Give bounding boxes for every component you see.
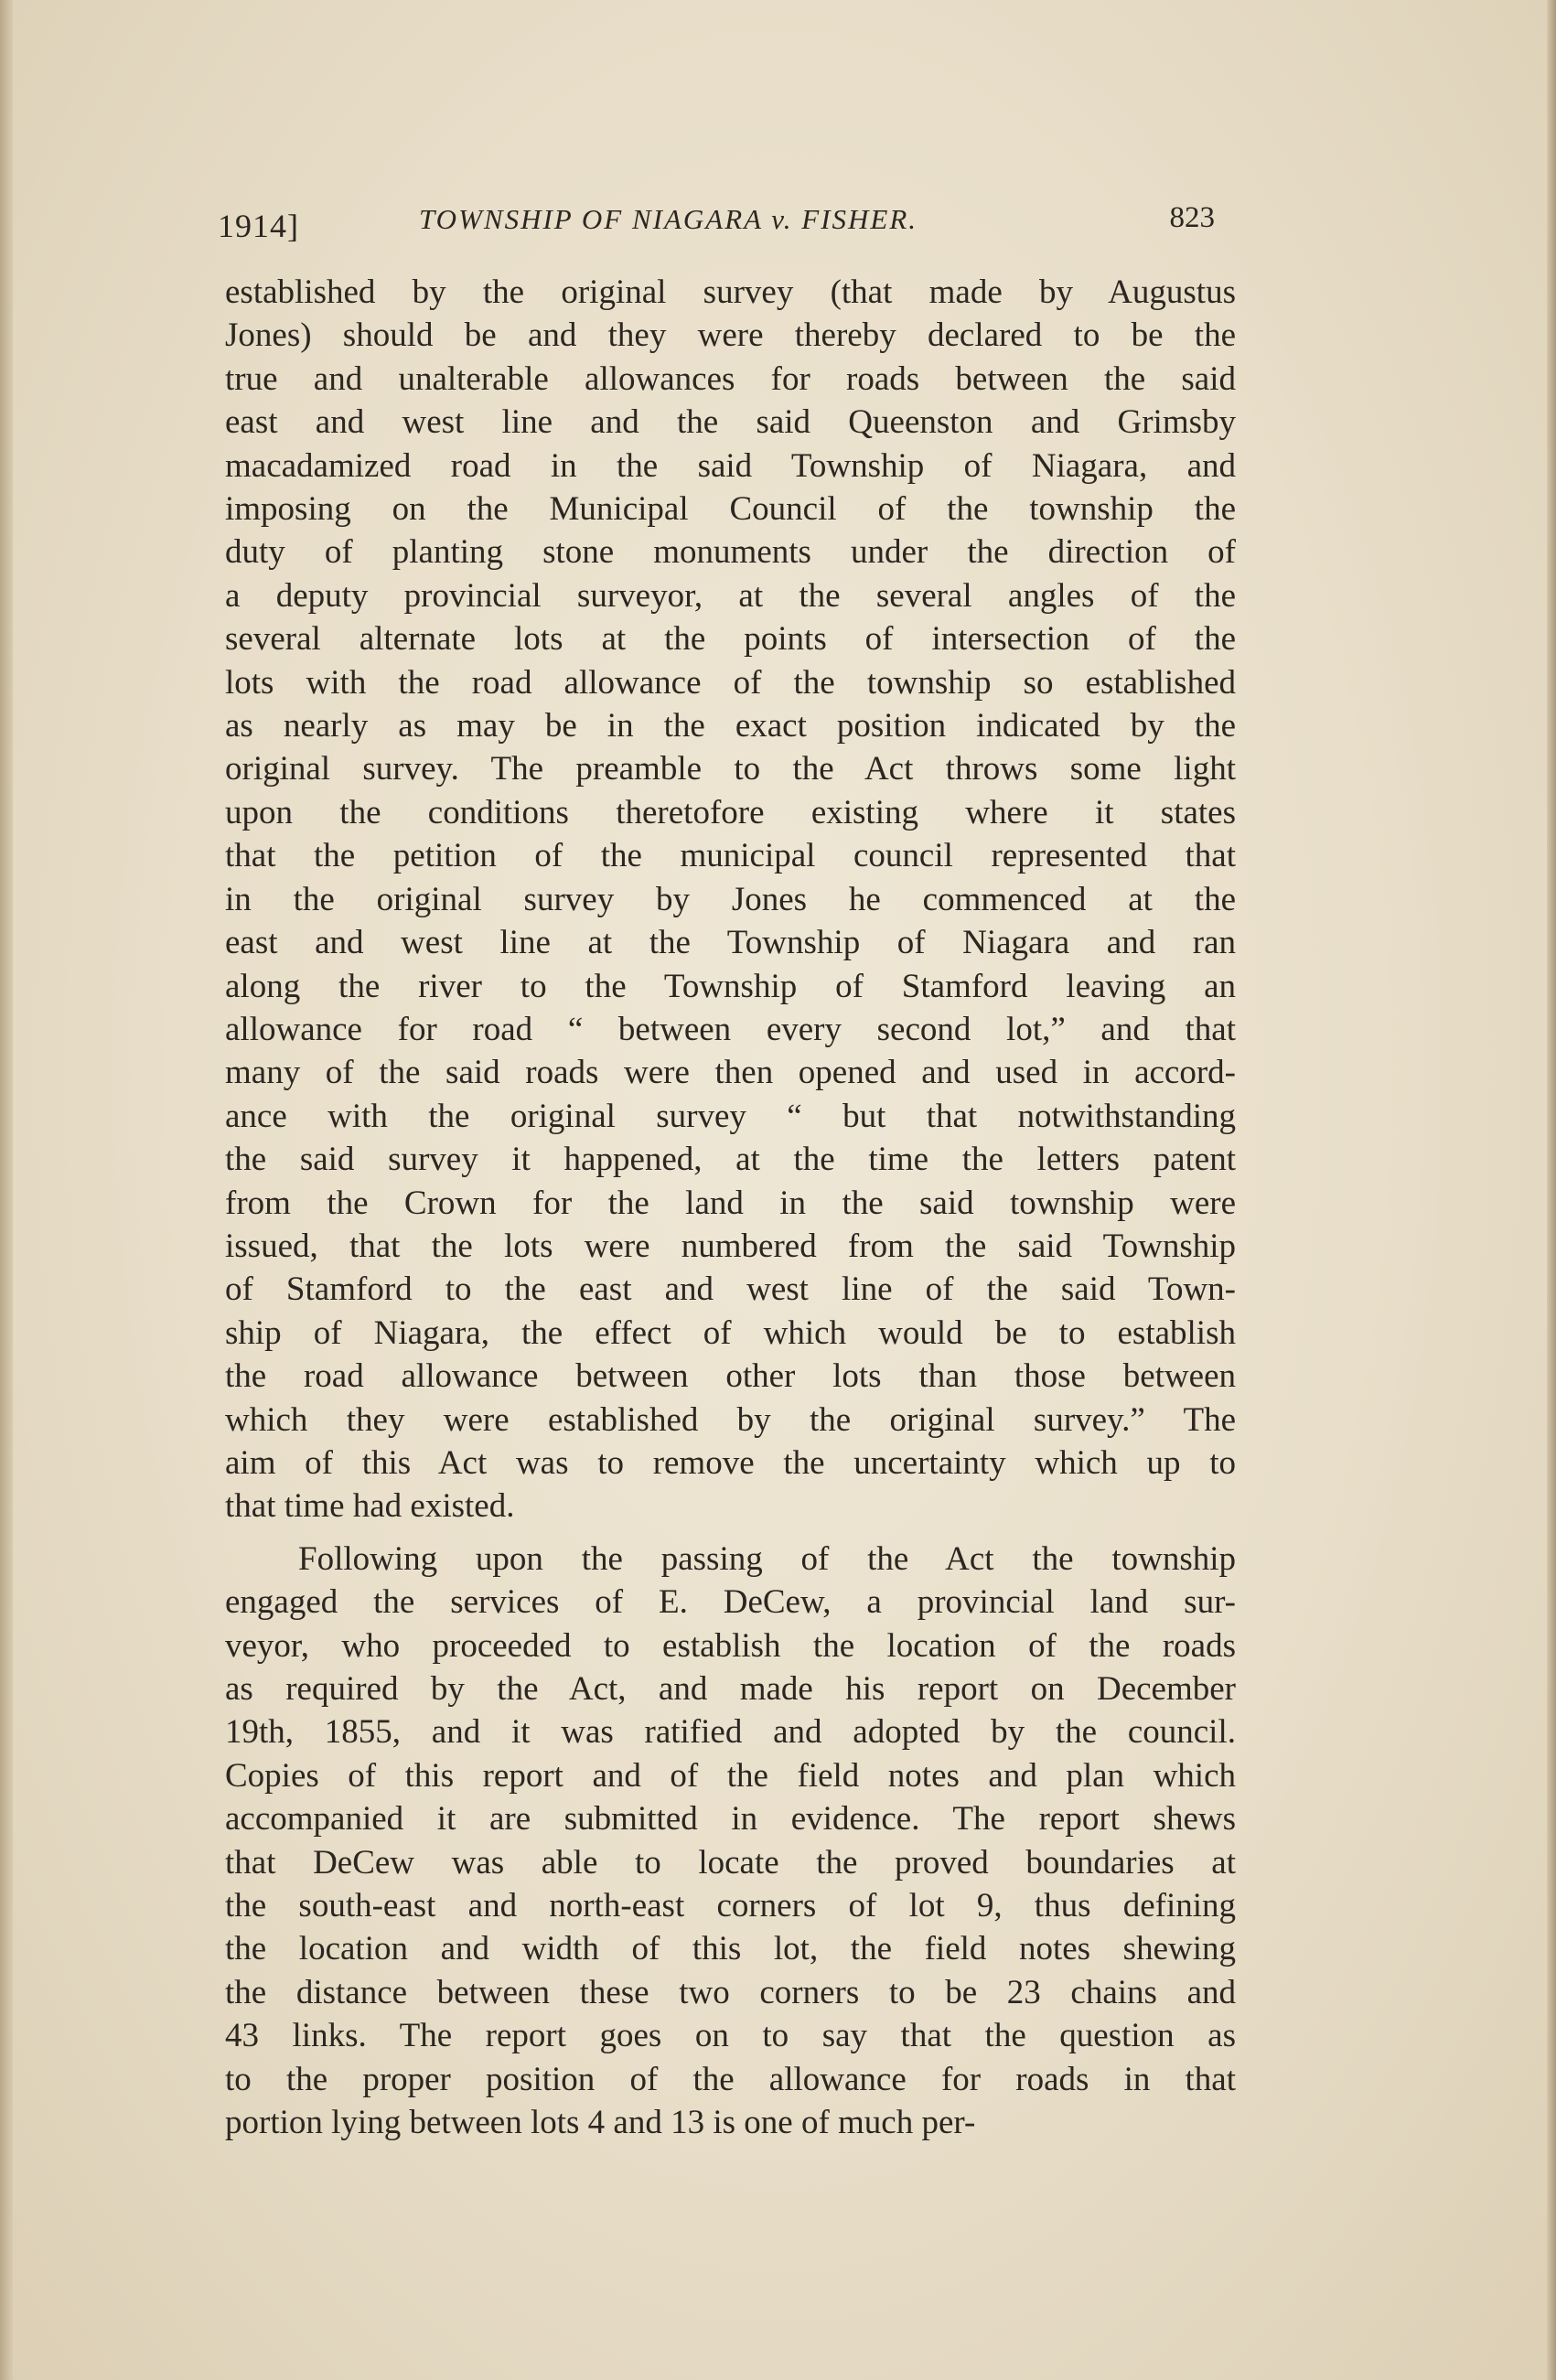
text-line: in the original survey by Jones he commenced at the [225,880,1236,918]
header-case-title: TOWNSHIP OF NIAGARA v. FISHER. [419,203,918,235]
text-line: the road allowance between other lots than those between [225,1357,1236,1396]
text-line: from the Crown for the land in the said township were [225,1184,1236,1222]
text-line: many of the said roads were then opened and used in accord- [225,1054,1236,1092]
text-line: macadamized road in the said Township of Niagara, and [225,446,1236,485]
page-body [225,271,1236,2144]
text-line: portion lying between lots 4 and 13 is one of much per- [225,2104,976,2142]
text-line: the location and width of this lot, the field notes shewing [225,1930,1236,1968]
text-line: issued, that the lots were numbered from the said Township [225,1227,1236,1265]
paragraph-1 [225,271,1236,1528]
running-header [218,199,1215,254]
text-line: the distance between these two corners to be 23 chains and [225,1973,1236,2011]
text-line: that DeCew was able to locate the proved boundaries at [225,1843,1236,1881]
header-year: 1914] [218,208,299,244]
page-edge-left [0,0,13,2380]
text-line: Jones) should be and they were thereby declared to be the [225,316,1236,355]
text-line: aim of this Act was to remove the uncertainty which up to [225,1443,1236,1482]
page-edge-right [1547,0,1556,2380]
text-line: the south-east and north-east corners of lot 9, thus defining [225,1887,1236,1925]
text-line: which they were established by the original survey.” The [225,1400,1236,1439]
text-line: to the proper position of the allowance for roads in that [225,2060,1236,2098]
text-line: the said survey it happened, at the time the letters patent [225,1141,1236,1179]
page-number: 823 [1169,201,1215,234]
text-line: duty of planting stone monuments under the direction of [225,533,1236,572]
text-line: Copies of this report and of the field notes and plan which [225,1756,1236,1795]
text-line: Following upon the passing of the Act the township [298,1539,1236,1578]
text-line: lots with the road allowance of the township so established [225,663,1236,702]
text-line: upon the conditions theretofore existing where it states [225,793,1236,831]
text-line: true and unalterable allowances for roads between the said [225,359,1236,398]
text-line: original survey. The preamble to the Act throws some light [225,750,1236,788]
text-line: accompanied it are submitted in evidence. The report shews [225,1800,1236,1839]
text-line: that the petition of the municipal council represented that [225,837,1236,875]
text-line: 43 links. The report goes on to say that the question as [225,2017,1236,2055]
text-line: along the river to the Township of Stamford leaving an [225,967,1236,1005]
text-line: established by the original survey (that made by Augustus [225,273,1236,311]
text-line: that time had existed. [225,1487,515,1526]
text-line: ship of Niagara, the effect of which would be to establish [225,1313,1236,1352]
paragraph-2 [225,1538,1236,2145]
text-line: imposing on the Municipal Council of the township the [225,490,1236,529]
text-line: east and west line and the said Queenston and Grimsby [225,403,1236,442]
text-line: allowance for road “ between every second lot,” and that [225,1010,1236,1048]
text-line: ance with the original survey “ but that notwithstanding [225,1097,1236,1135]
text-line: engaged the services of E. DeCew, a provincial land sur- [225,1583,1236,1622]
text-line: veyor, who proceeded to establish the location of the roads [225,1626,1236,1665]
text-line: of Stamford to the east and west line of the said Town- [225,1270,1236,1309]
text-line: several alternate lots at the points of intersection of the [225,620,1236,659]
text-line: 19th, 1855, and it was ratified and adopted by the council. [225,1713,1236,1752]
text-line: as required by the Act, and made his report on December [225,1670,1236,1708]
text-line: east and west line at the Township of Niagara and ran [225,924,1236,962]
text-line: as nearly as may be in the exact position indicated by the [225,707,1236,745]
text-line: a deputy provincial surveyor, at the several angles of the [225,576,1236,615]
